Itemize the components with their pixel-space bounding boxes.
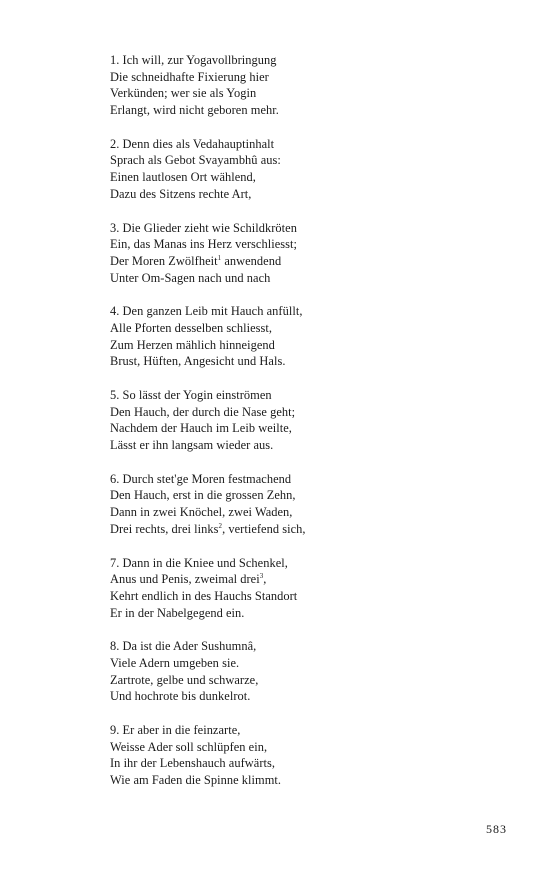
page-number: 583: [486, 822, 507, 836]
verse-line: Zum Herzen mählich hinneigend: [110, 337, 275, 352]
verse-line-text-after: anwendend: [221, 253, 282, 268]
verse-line-text: Drei rechts, drei links: [110, 521, 219, 536]
verse-line: Verkünden; wer sie als Yogin: [110, 86, 257, 101]
verse-line-text-after: , vertiefend sich,: [222, 521, 306, 536]
verse-line: Einen lautlosen Ort wählend,: [110, 170, 256, 185]
stanza-5: [110, 387, 510, 454]
verse-line: Den Hauch, erst in die grossen Zehn,: [110, 488, 296, 503]
verse-line-text: Der Moren Zwölfheit: [110, 253, 218, 268]
verse-line: Kehrt endlich in des Hauchs Standort: [110, 588, 298, 603]
verse-line-text-after: ,: [263, 572, 267, 587]
verse-line: [110, 521, 510, 538]
stanza-6: [110, 471, 510, 538]
verse-line: 5. So lässt der Yogin einströmen: [110, 388, 272, 402]
verse-line: In ihr der Lebenshauch aufwärts,: [110, 756, 276, 771]
stanza-1: [110, 52, 510, 119]
verse-line: Ein, das Manas ins Herz verschliesst;: [110, 237, 297, 252]
stanza-8: [110, 638, 510, 705]
stanza-2: [110, 136, 510, 203]
verse-line: Brust, Hüften, Angesicht und Hals.: [110, 354, 286, 369]
verse-line: Erlangt, wird nicht geboren mehr.: [110, 103, 279, 118]
verse-line: 2. Denn dies als Vedahauptinhalt: [110, 136, 275, 151]
poem-text: [110, 52, 510, 806]
verse-line: Er in der Nabelgegend ein.: [110, 605, 245, 620]
verse-line: Den Hauch, der durch die Nase geht;: [110, 404, 296, 419]
verse-line: Weisse Ader soll schlüpfen ein,: [110, 739, 268, 754]
verse-line: Wie am Faden die Spinne klimmt.: [110, 773, 282, 788]
verse-line: 9. Er aber in die feinzarte,: [110, 723, 241, 737]
verse-line: 7. Dann in die Kniee und Schenkel,: [110, 555, 288, 570]
verse-line: Dazu des Sitzens rechte Art,: [110, 186, 252, 201]
footnote-marker: 3: [259, 572, 264, 581]
verse-line: [110, 253, 510, 270]
verse-line-text: Anus und Penis, zweimal drei: [110, 572, 260, 587]
verse-line: 3. Die Glieder zieht wie Schildkröten: [110, 220, 297, 235]
footnote-marker: 2: [218, 521, 223, 530]
verse-line: Zartrote, gelbe und schwarze,: [110, 672, 259, 687]
stanza-9: [110, 722, 510, 789]
verse-line: Nachdem der Hauch im Leib weilte,: [110, 421, 292, 436]
verse-line: Sprach als Gebot Svayambhû aus:: [110, 153, 281, 168]
verse-line: Die schneidhafte Fixierung hier: [110, 69, 269, 84]
footnote-marker: 1: [217, 253, 222, 262]
verse-line: 1. Ich will, zur Yogavollbringung: [110, 53, 277, 67]
verse-line: 4. Den ganzen Leib mit Hauch anfüllt,: [110, 304, 303, 319]
stanza-3: [110, 220, 510, 287]
stanza-4: [110, 303, 510, 370]
verse-line: [110, 571, 510, 588]
verse-line: 8. Da ist die Ader Sushumnâ,: [110, 639, 257, 654]
verse-line: Dann in zwei Knöchel, zwei Waden,: [110, 505, 293, 520]
verse-line: Alle Pforten desselben schliesst,: [110, 320, 273, 335]
stanza-7: [110, 555, 510, 622]
verse-line: 6. Durch stet'ge Moren festmachend: [110, 471, 292, 486]
verse-line: Lässt er ihn langsam wieder aus.: [110, 438, 274, 453]
verse-line: Unter Om-Sagen nach und nach: [110, 270, 271, 285]
verse-line: Viele Adern umgeben sie.: [110, 655, 240, 670]
verse-line: Und hochrote bis dunkelrot.: [110, 689, 251, 704]
